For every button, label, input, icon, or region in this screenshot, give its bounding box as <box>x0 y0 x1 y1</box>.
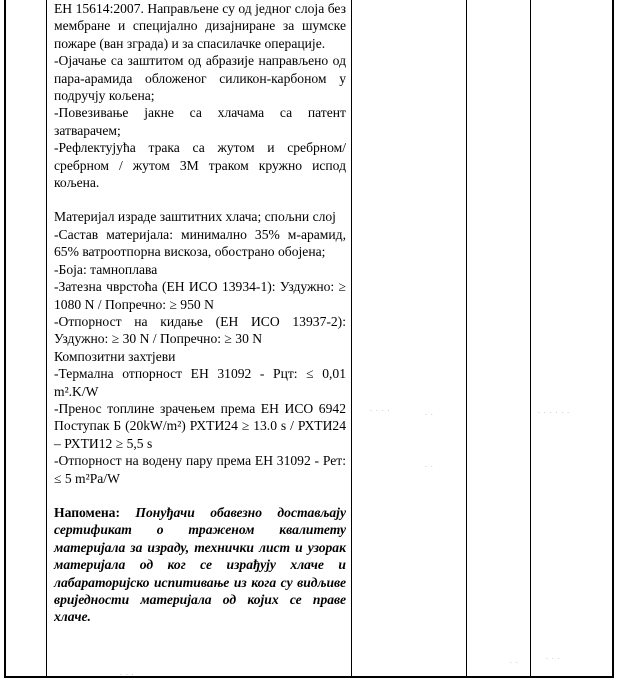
column-divider-right <box>530 0 531 676</box>
note-paragraph <box>54 504 346 626</box>
paragraph-composition: -Састав материјала: минимално 35% м-арамид, 65% ватроотпорна вискоза, обострано обојена; <box>54 226 346 260</box>
paragraph-zipper: -Повезивање јакне са хлачама са патент затварачем; <box>54 105 346 138</box>
scan-noise: · · · · · · <box>538 410 570 417</box>
paragraph-tear-resistance: -Отпорност на кидање (ЕН ИСО 13937-2): Уздужно: ≥ 30 N / Попречно: ≥ 30 N <box>54 313 346 347</box>
note-label: Напомена: <box>54 504 121 520</box>
column-divider-middle-2 <box>466 0 467 676</box>
paragraph-reinforcement: -Ојачање са заштитом од абразије направљено од пара-арамида обложеног силикон-карбоном у подручју кољена; <box>54 53 346 104</box>
note-body: Понуђачи обавезно достављају сертификат о траженом квалитету материјала за израду, технички лист и узорак материјала од ког се израђују хлаче и лабараторијско испитивање из кога су видљиве вриједности материјала од којих се праве хлаче. <box>54 504 346 625</box>
paragraph-reflective-tape: -Рефлектујућа трака са жутом и сребрном/ сребрном / жутом 3М траком кружно испод кољена. <box>54 140 346 191</box>
paragraph-composite-heading: Композитни захтјеви <box>54 348 176 364</box>
scan-noise: · · · <box>120 672 135 679</box>
paragraph-material-heading: Материјал израде заштитних хлача; спољни слој <box>54 209 336 225</box>
specification-cell <box>54 0 346 626</box>
paragraph-spacer <box>54 191 346 208</box>
paragraph-thermal-resistance: -Термална отпорност ЕН 31092 - Рцт: ≤ 0,01 m².K/W <box>54 366 346 399</box>
scan-noise: · · · <box>546 656 561 663</box>
paragraph-vapour-resistance: -Отпорност на водену пару према ЕН 31092 - Рет: ≤ 5 m²Pa/W <box>54 453 346 486</box>
scan-noise: · · · · <box>370 408 391 415</box>
paragraph-heat-transfer: -Пренос топлине зрачењем према ЕН ИСО 6942 Поступак Б (20kW/m²) РХТИ24 ≥ 13.0 s / РХТИ24 – РХТИ12 ≥ 5,5 s <box>54 400 346 451</box>
scan-noise: · · <box>425 464 434 471</box>
paragraph-color: -Боја: тамноплава <box>54 261 158 277</box>
scan-noise: · · <box>510 660 519 667</box>
column-divider-left <box>46 0 47 676</box>
scan-noise: · · <box>425 412 434 419</box>
paragraph-tensile-strength: -Затезна чврстоћа (ЕН ИСО 13934-1): Уздужно: ≥ 1080 N / Попречно: ≥ 950 N <box>54 279 346 312</box>
column-divider-middle-1 <box>351 0 352 676</box>
paragraph-spacer <box>54 487 346 504</box>
paragraph-standard: ЕН 15614:2007. Направљене су од једног слоја без мембране и специјално дизајниране за шумске пожаре (ван зграда) и за спасилачке операције. <box>54 1 346 51</box>
